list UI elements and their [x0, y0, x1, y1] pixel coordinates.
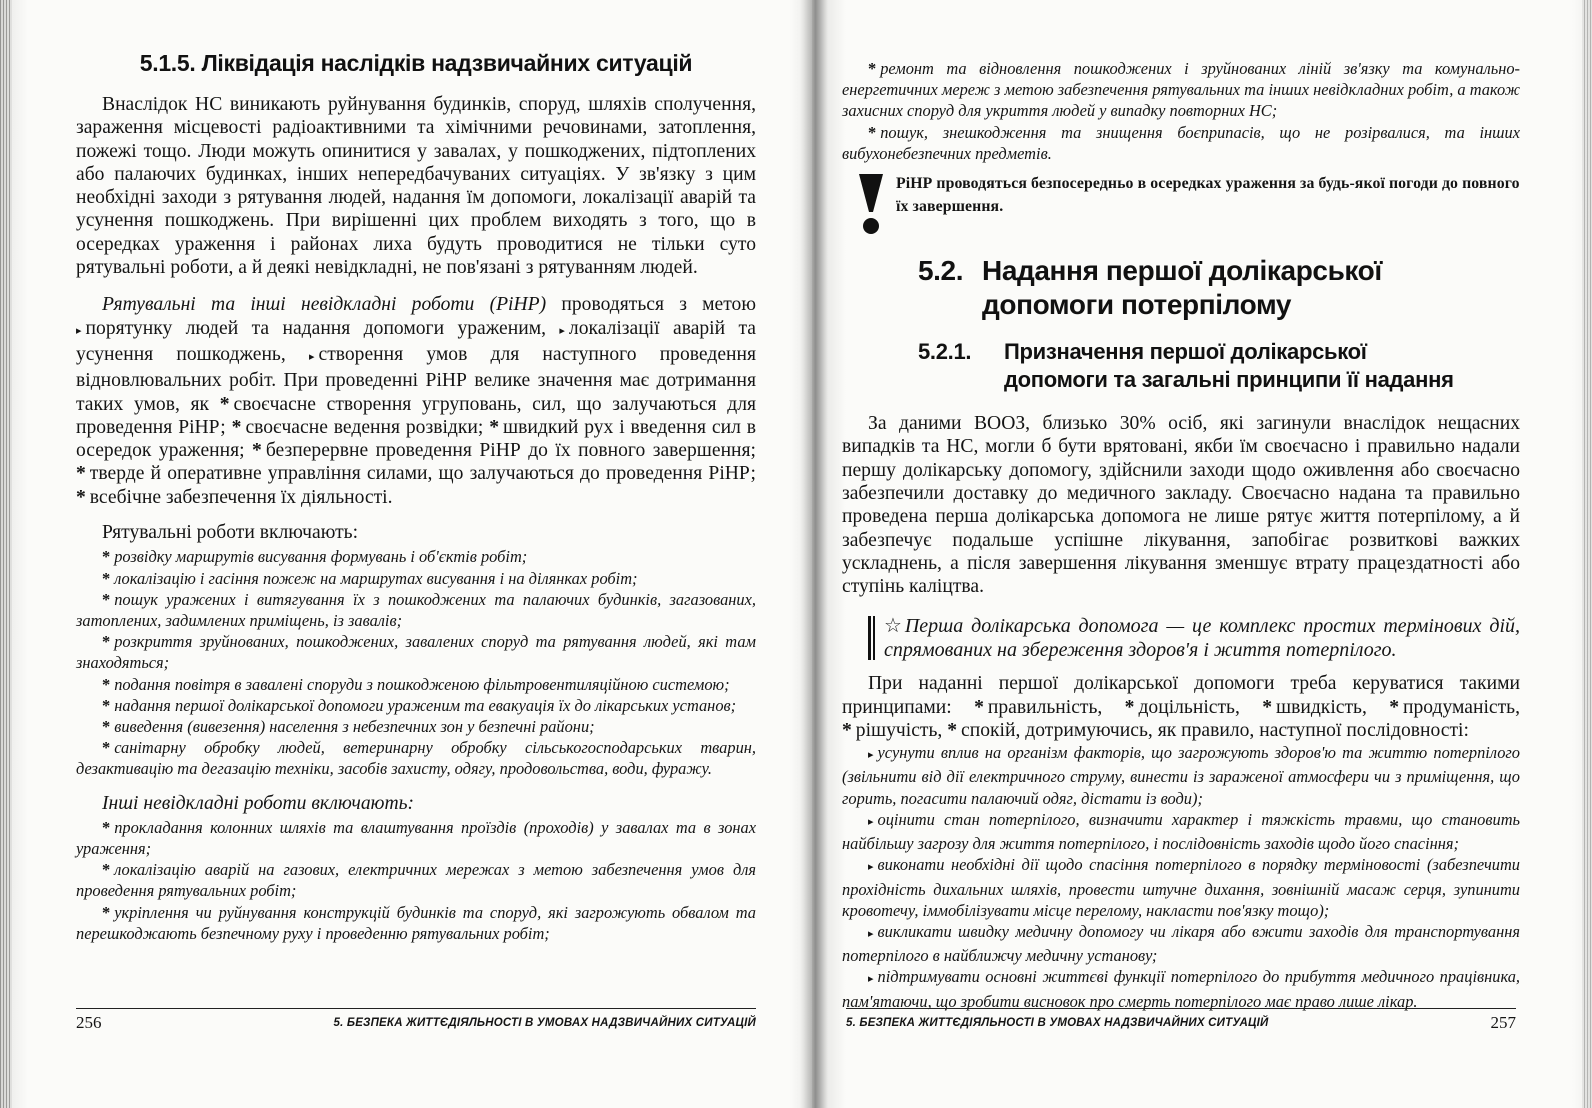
list-item	[842, 58, 1520, 122]
first-aid-steps-list	[842, 742, 1520, 1011]
list-item-text: виконати необхідні дії щодо спасіння потерпілого в порядку терміновості (забезпечити прохідність дихальних шляхів, провести штучне дихання, зовнішній масаж серця, зупинити кровотечу, іммобілізувати місце перелому, накласти пов'язку тощо);	[842, 855, 1520, 920]
list-item-text: розвідку маршрутів висування формувань і об'єктів робіт;	[114, 547, 528, 567]
subsection-title-line-2: допомоги та загальні принципи її надання	[1004, 367, 1454, 393]
page-footer-right	[846, 1008, 1516, 1039]
list-item-text: розкриття зруйнованих, пошкоджених, завалених споруд та рятування людей, які там знаходяться;	[76, 632, 756, 673]
page-number: 257	[1490, 1013, 1516, 1032]
section-title-line-2: допомоги потерпілому	[982, 289, 1292, 321]
star-icon: ☆	[884, 615, 905, 638]
rinr-condition-4: безперервне проведення РіНР до їх повного завершення;	[265, 440, 756, 462]
asterisk-bullet-icon: *	[102, 716, 111, 736]
asterisk-bullet-icon: *	[102, 695, 111, 715]
list-item	[842, 854, 1520, 921]
asterisk-bullet-icon: *	[102, 547, 111, 567]
running-head: 5. БЕЗПЕКА ЖИТТЄДІЯЛЬНОСТІ В УМОВАХ НАДЗВИЧАЙНИХ СИТУАЦІЙ	[333, 1017, 756, 1029]
list-item	[76, 568, 756, 589]
section-number: 5.2.	[918, 255, 964, 287]
page-footer-left	[76, 1008, 756, 1039]
principle: доцільність,	[1138, 696, 1240, 718]
list-item	[76, 589, 756, 631]
list-item	[76, 902, 756, 944]
list-item	[842, 809, 1520, 854]
list-item	[76, 716, 756, 737]
running-head: 5. БЕЗПЕКА ЖИТТЄДІЯЛЬНОСТІ В УМОВАХ НАДЗВИЧАЙНИХ СИТУАЦІЙ	[846, 1017, 1269, 1029]
asterisk-bullet-icon: *	[252, 440, 262, 462]
asterisk-bullet-icon: *	[219, 393, 230, 415]
triangle-bullet-icon: ▸	[868, 861, 874, 874]
book-gutter	[800, 0, 828, 1108]
section-heading-5-2-1	[918, 338, 1520, 394]
asterisk-bullet-icon: *	[102, 817, 111, 837]
asterisk-bullet-icon: *	[76, 463, 86, 485]
triangle-bullet-icon: ▸	[868, 973, 874, 986]
list-item	[842, 122, 1520, 164]
asterisk-bullet-icon: *	[1389, 696, 1399, 718]
exclamation-icon	[856, 172, 886, 236]
asterisk-bullet-icon: *	[868, 122, 877, 142]
principle: продуманість,	[1403, 696, 1521, 718]
list-item-text: локалізацію аварій на газових, електричних мережах з метою забезпечення умов для проведення рятувальних робіт;	[76, 860, 756, 901]
list-item	[76, 674, 756, 695]
rinr-condition-5: тверде й оперативне управління силами, що залучаються до проведення РіНР;	[89, 463, 756, 485]
rinr-aim-1: порятунку людей та надання допомоги ураженим,	[85, 317, 546, 339]
list-item-text: подання повітря в завалені споруди з пошкодженою фільтровентиляційною системою;	[114, 674, 730, 694]
list-item-text: прокладання колонних шляхів та влаштування проїздів (проходів) у завалах та в зонах ураження;	[76, 817, 756, 859]
list-item	[842, 921, 1520, 966]
rinr-intro: проводяться з метою	[546, 294, 756, 316]
triangle-bullet-icon: ▸	[559, 324, 565, 337]
asterisk-bullet-icon: *	[1262, 696, 1273, 718]
rinr-condition-2: своєчасне ведення розвідки;	[245, 416, 484, 438]
list-item-text: санітарну обробку людей, ветеринарну обробку сільськогосподарських тварин, дезактивацію та дегазацію техніки, засобів захисту, одягу, продовольства, води, фуражу.	[76, 738, 756, 779]
asterisk-bullet-icon: *	[76, 486, 86, 508]
definition-bar	[868, 616, 875, 660]
rinr-condition-3: швидкий рух і введення сил в осередок ураження;	[76, 416, 757, 462]
principles-paragraph	[842, 672, 1520, 742]
triangle-bullet-icon: ▸	[868, 815, 874, 828]
subsection-title-line-1: Призначення першої долікарської	[1004, 339, 1367, 365]
intro-paragraph: Внаслідок НС виникають руйнування будинків, споруд, шляхів сполучення, зараження місцевості радіоактивними та хімічними речовинами, затоплення, пожежі тощо. Люди можуть опинитися у завалах, у пошкоджених, підтоплених або палаючих будинках, інших непередбачуваних ситуаціях. У зв'язку з цим необхідні заходи з рятування людей, надання їм допомоги, локалізації аварій та усунення пошкоджень. При вирішенні цих проблем виходять з того, що в осередках ураження і районах лиха будуть проводитися не тільки суто рятувальні роботи, а й деякі невідкладні, не пов'язані з рятуванням людей.	[76, 94, 756, 279]
list-item	[842, 966, 1520, 1011]
list-item-text: пошук уражених і витягування їх з пошкоджених та палаючих будинків, загазованих, затоплених, задимлених приміщень, із завалів;	[76, 589, 756, 630]
asterisk-bullet-icon: *	[868, 59, 877, 78]
triangle-bullet-icon: ▸	[868, 927, 874, 940]
rinr-aim-3: створення умов для наступного проведення відновлювальних робіт.	[76, 343, 757, 392]
page-edge-right	[1582, 0, 1592, 1108]
section-title-line-1: Надання першої долікарської	[982, 255, 1382, 287]
rinr-paragraph	[76, 293, 756, 509]
asterisk-bullet-icon: *	[102, 902, 111, 922]
warning-note	[842, 172, 1520, 240]
asterisk-bullet-icon: *	[947, 719, 958, 741]
rinr-aim-2: локалізації аварій та усунення пошкоджень,	[76, 317, 756, 365]
warning-text: РіНР проводяться безпосередньо в осередках ураження за будь-якої погоди до повного їх завершення.	[896, 175, 1520, 216]
rinr-condition-6: всебічне забезпечення їх діяльності.	[89, 486, 393, 508]
principles-tail: дотримуючись, як правило, наступної послідовності:	[1020, 719, 1469, 741]
asterisk-bullet-icon: *	[102, 568, 111, 588]
asterisk-bullet-icon: *	[974, 696, 984, 718]
list-item-text: підтримувати основні життєві функції потерпілого до прибуття медичного працівника, пам'ятаючи, що зробити висновок про смерть потерпілого має право лише лікар.	[842, 967, 1520, 1011]
list-item	[76, 631, 756, 673]
list-item-text: ремонт та відновлення пошкоджених і зруйнованих ліній зв'язку та комунально-енергетичних мереж з метою забезпечення рятувальних та інших невідкладних робіт, а також захисних споруд для укриття людей у випадку повторних НС;	[842, 59, 1521, 121]
other-works-lead: Інші невідкладні роботи включають:	[102, 792, 415, 814]
list-item	[76, 859, 756, 901]
list-item-text: виведення (вивезення) населення з небезпечних зон у безпечні райони;	[114, 716, 595, 736]
asterisk-bullet-icon: *	[102, 589, 111, 609]
asterisk-bullet-icon: *	[842, 719, 852, 741]
definition-box	[842, 614, 1520, 662]
list-item-text: локалізацію і гасіння пожеж на маршрутах висування і на ділянках робіт;	[114, 568, 638, 588]
principle: швидкість,	[1276, 696, 1367, 718]
asterisk-bullet-icon: *	[231, 416, 242, 438]
list-item-text: пошук, знешкодження та знищення боєприпасів, що не розірвалися, та інших вибухонебезпечних предметів.	[842, 122, 1520, 163]
page-number: 256	[76, 1013, 102, 1032]
rescue-lead: Рятувальні роботи включають:	[102, 522, 359, 544]
right-column	[842, 58, 1520, 1012]
principles-intro: При наданні першої долікарської допомоги треба керуватися такими принципами:	[842, 673, 1520, 718]
list-item	[76, 817, 756, 859]
left-column	[76, 50, 756, 944]
principle: рішучість,	[855, 719, 943, 741]
asterisk-bullet-icon: *	[102, 860, 111, 880]
rinr-middle: При проведенні РіНР велике значення має дотримання таких умов, як	[76, 370, 756, 415]
triangle-bullet-icon: ▸	[308, 350, 315, 363]
list-item-text: надання першої долікарської допомоги ураженим та евакуація їх до лікарських установ;	[114, 695, 737, 715]
list-item-text: усунути вплив на організм факторів, що загрожують здоров'ю та життю потерпілого (звільнити від дії електричного струму, винести із зараженої атмосфери чи з приміщення, що горить, погасити палаючий одяг, дістати із води);	[842, 743, 1520, 808]
asterisk-bullet-icon: *	[102, 674, 111, 694]
subsection-number: 5.2.1.	[918, 339, 972, 365]
section-heading-5-2	[918, 254, 1520, 322]
list-item	[76, 737, 756, 779]
principle: спокій,	[961, 719, 1021, 741]
list-item-text: оцінити стан потерпілого, визначити характер і тяжкість травми, що становить найбільшу загрозу для життя потерпілого, і послідовність заходів щодо його спасіння;	[842, 809, 1520, 854]
section-heading-5-1-5: 5.1.5. Ліквідація наслідків надзвичайних ситуацій	[139, 50, 693, 76]
list-item	[842, 742, 1520, 809]
who-paragraph: За даними ВООЗ, близько 30% осіб, які загинули внаслідок нещасних випадків та НС, могли б бути врятовані, якби їм своєчасно і правильно надали першу долікарську допомогу, здійснили заходи щодо оживлення або своєчасно забезпечили доставку до медичного закладу. Своєчасно надана та правильно проведена перша долікарська допомога не лише рятує життя потерпілому, а й забезпечує подальше успішне лікування, запобігає розвиткові важких ускладнень, а після завершення лікування зменшує втрату працездатності або ступінь каліцтва.	[842, 413, 1520, 598]
definition-content: Перша долікарська допомога — це комплекс простих термінових дій, спрямованих на збереження здоров'я і життя потерпілого.	[884, 615, 1521, 662]
other-works-list-continued	[842, 58, 1520, 164]
page-edge-left	[0, 0, 12, 1108]
rinr-condition-1: своєчасне створення угруповань, сил, що залучаються для проведення РіНР;	[76, 393, 756, 438]
definition-text	[884, 614, 1520, 662]
asterisk-bullet-icon: *	[1124, 696, 1135, 718]
asterisk-bullet-icon: *	[102, 738, 111, 758]
rinr-term: Рятувальні та інші невідкладні роботи (РіНР)	[102, 294, 547, 316]
rescue-list	[76, 546, 756, 779]
list-item	[76, 546, 756, 567]
other-works-list	[76, 817, 756, 944]
list-item	[76, 695, 756, 716]
asterisk-bullet-icon: *	[489, 416, 500, 438]
asterisk-bullet-icon: *	[102, 632, 111, 652]
list-item-text: викликати швидку медичну допомогу чи лікаря або вжити заходів для транспортування потерпілого в найближчу медичну установу;	[842, 921, 1520, 966]
principle: правильність,	[987, 696, 1103, 718]
triangle-bullet-icon: ▸	[868, 749, 874, 762]
triangle-bullet-icon: ▸	[76, 324, 82, 337]
list-item-text: укріплення чи руйнування конструкцій будинків та споруд, які загрожують обвалом та перешкоджають безпечному руху і проведенню рятувальних робіт;	[76, 902, 756, 943]
